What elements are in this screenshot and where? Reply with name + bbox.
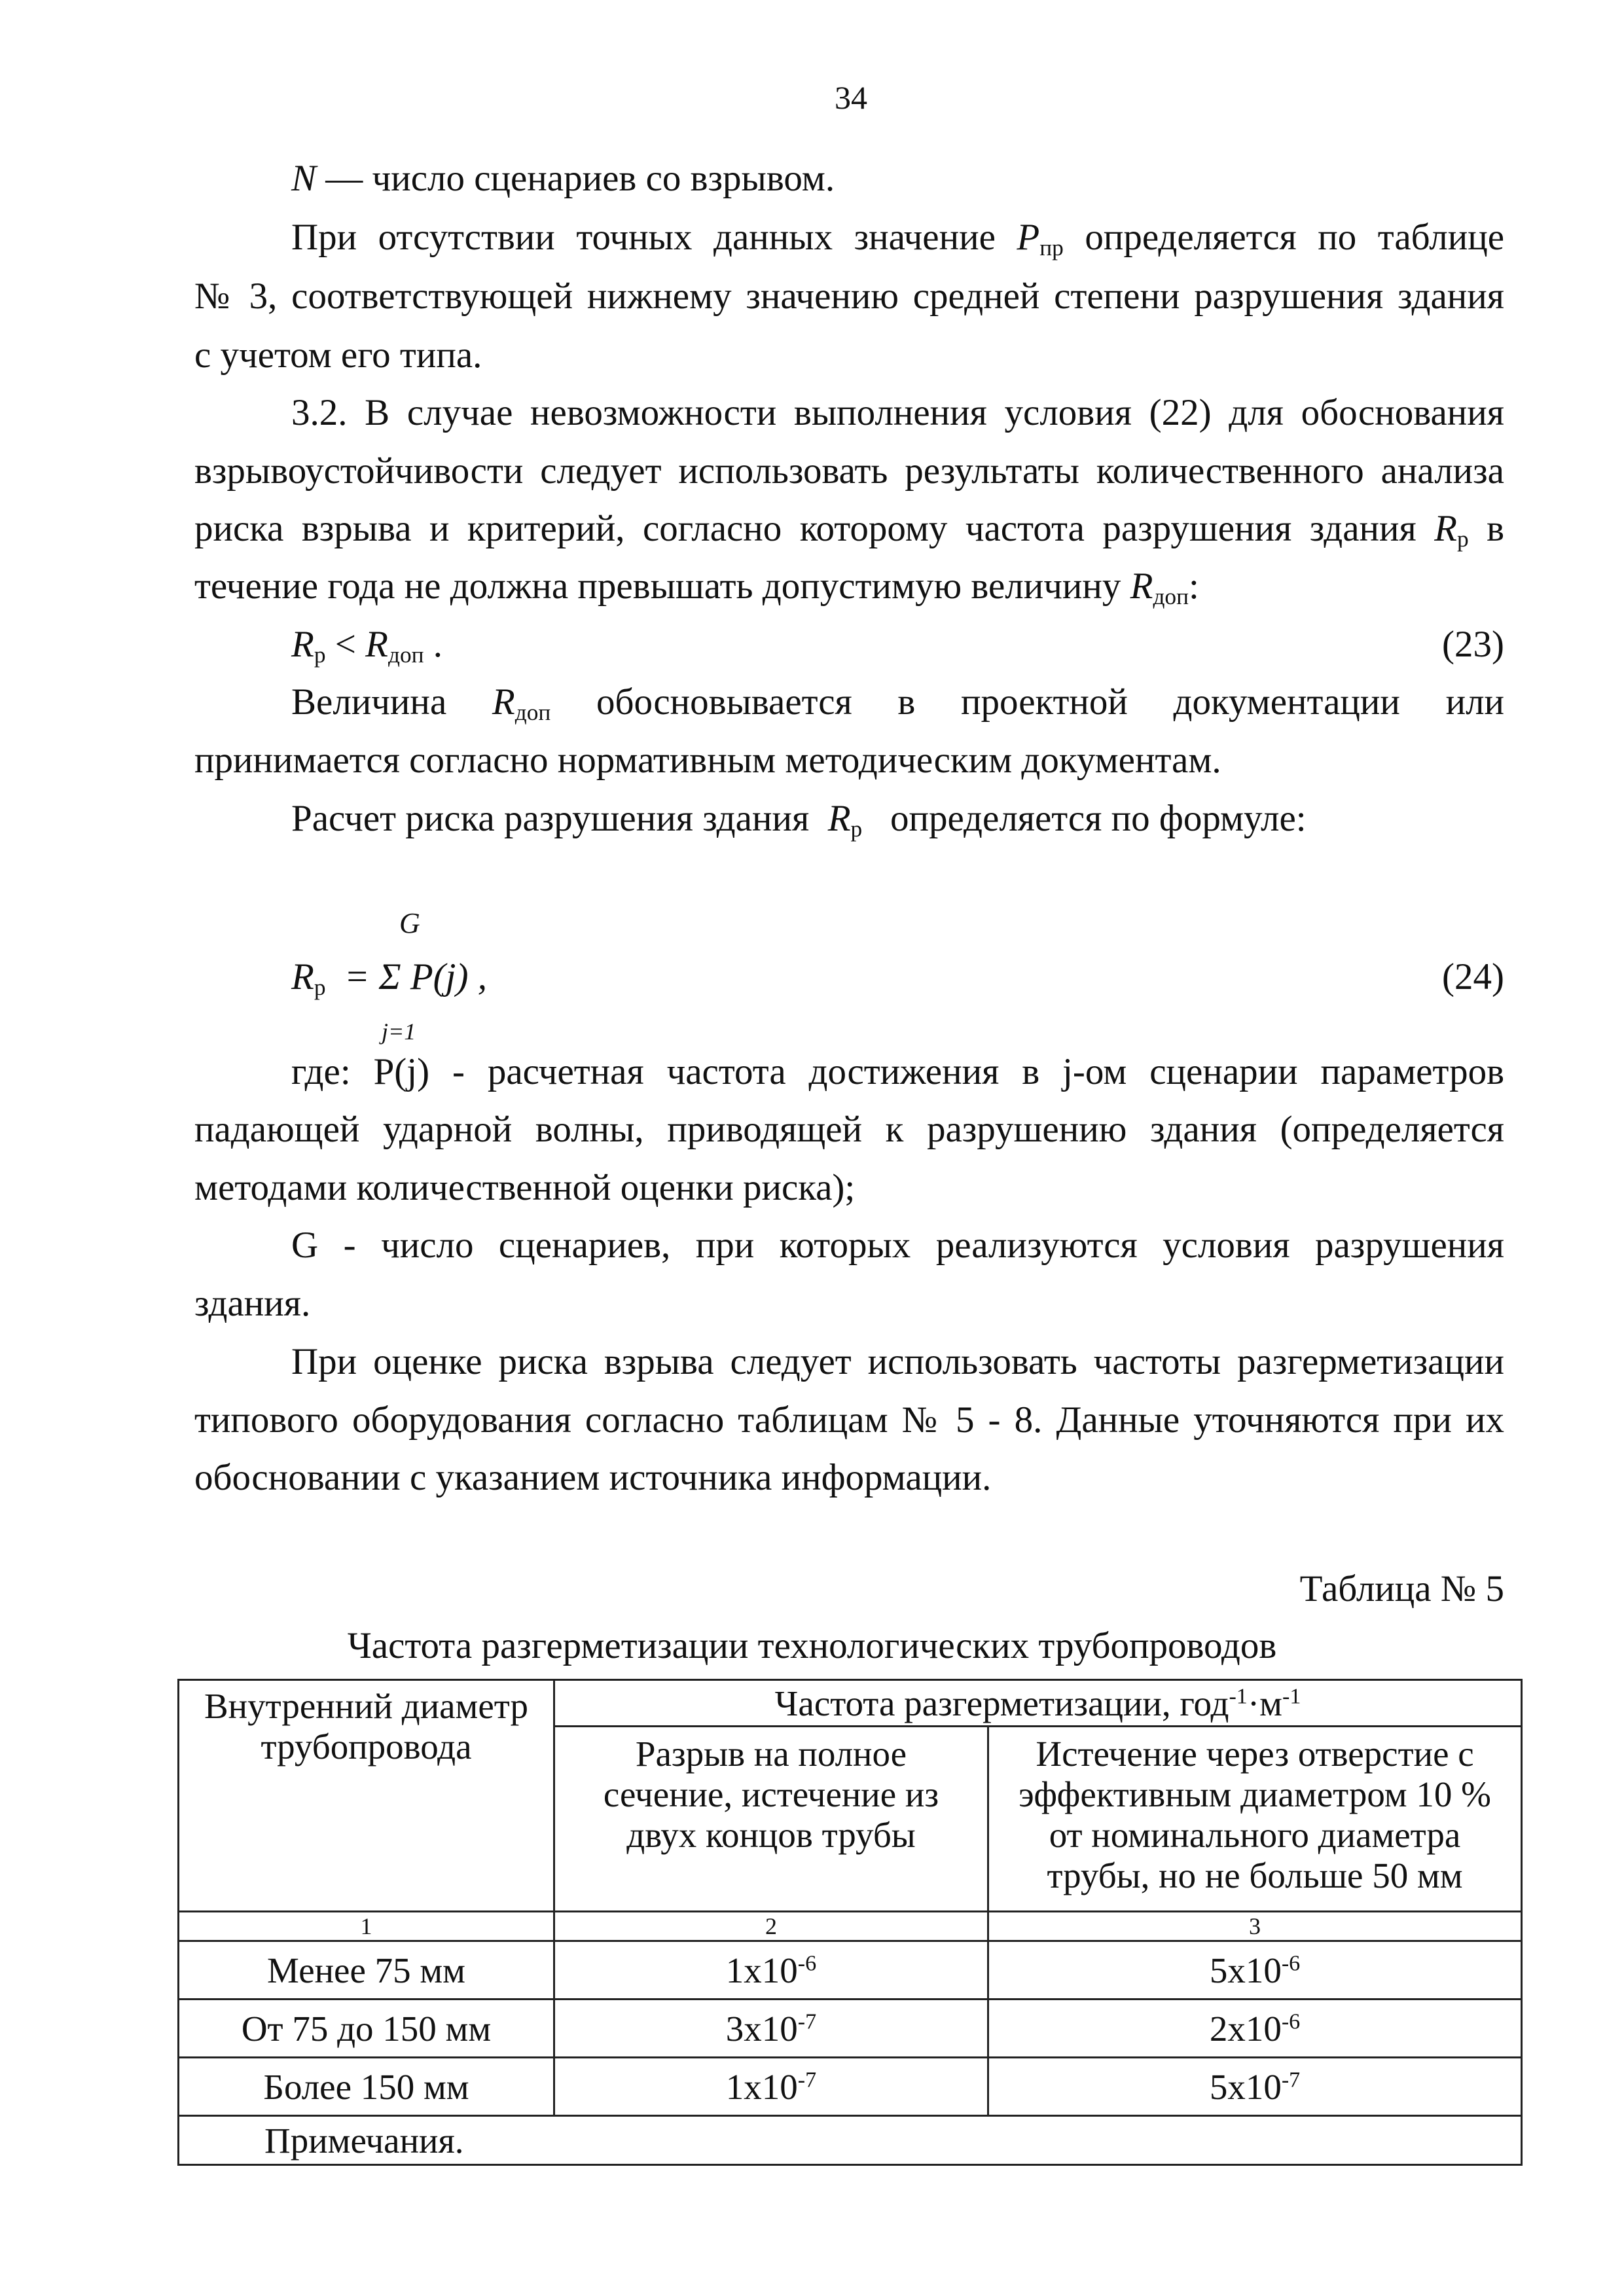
paragraph-7-line-2: здания. xyxy=(194,1283,311,1324)
paragraph-6-line-2: падающей ударной волны, приводящей к разрушению здания (определяется xyxy=(194,1109,1504,1150)
paragraph-4-line-2: принимается согласно нормативным методическим документам. xyxy=(194,740,1221,781)
formula-23-number: (23) xyxy=(1442,624,1504,665)
formula-23: $R_р < R_{доп}$ . xyxy=(291,624,443,668)
symbol-p-pr: $P_{пр}$ xyxy=(1017,217,1064,260)
page-number: 34 xyxy=(835,79,867,116)
formula-24: $R_р = \Sigma$ P(j) , xyxy=(291,956,487,1000)
rupture-cell: $1x10^{-6}$ xyxy=(554,1941,988,2000)
diameter-cell: От 75 до 150 мм xyxy=(179,2000,554,2058)
paragraph-7-line-1: G - число сценариев, при которых реализуются условия разрушения xyxy=(291,1225,1504,1266)
leak-frequency-table xyxy=(177,1679,1523,2166)
paragraph-8-line-3: обосновании с указанием источника информации. xyxy=(194,1457,992,1498)
paragraph-2-line-2: № 3, соответствующей нижнему значению средней степени разрушения здания xyxy=(194,276,1504,317)
diameter-cell: Более 150 мм xyxy=(179,2058,554,2116)
col3-header: Истечение через отверстие с эффективным диаметром 10 % от номинального диаметра трубы, но не больше 50 мм xyxy=(988,1727,1522,1912)
formula-24-lower-limit: j=1 xyxy=(382,1018,416,1045)
text: определяется по таблице xyxy=(1085,217,1505,258)
leak-cell: $5x10^{-6}$ xyxy=(988,1941,1522,2000)
paragraph-3-line-1: 3.2. В случае невозможности выполнения условия (22) для обоснования xyxy=(291,392,1504,433)
text: риска взрыва и критерий, согласно которому частота разрушения здания xyxy=(194,508,1416,549)
paragraph-5: Расчет риска разрушения здания $R_р$ определяется по формуле: xyxy=(291,798,1307,842)
paragraph-2-line-3: с учетом его типа. xyxy=(194,334,482,376)
leak-cell: $2x10^{-6}$ xyxy=(988,2000,1522,2058)
paragraph-3-line-2: взрывоустойчивости следует использовать результаты количественного анализа xyxy=(194,450,1504,492)
paragraph-6-line-1: где: P(j) - расчетная частота достижения в j-ом сценарии параметров xyxy=(291,1051,1504,1092)
symbol-r-p: $R_р$ xyxy=(1434,508,1469,552)
diameter-cell: Менее 75 мм xyxy=(179,1941,554,2000)
text: в xyxy=(1487,508,1504,549)
formula-24-number: (24) xyxy=(1442,956,1504,997)
paragraph-3-line-4: течение года не должна превышать допустимую величину $R_{доп}$: xyxy=(194,565,1199,609)
paragraph-2-line-1 xyxy=(291,216,1504,259)
paragraph-8-line-1: При оценке риска взрыва следует использовать частоты разгерметизации xyxy=(291,1341,1504,1382)
rupture-cell: $3x10^{-7}$ xyxy=(554,2000,988,2058)
col-number: 1 xyxy=(179,1912,554,1941)
text: При отсутствии точных данных значение xyxy=(291,217,996,258)
paragraph-n-definition xyxy=(291,157,835,200)
group-header: Частота разгерметизации, $год^{-1}\cdot м^{-1}$ xyxy=(554,1680,1522,1727)
paragraph-4-line-1: Величина $R_{доп}$ обосновывается в проектной документации или xyxy=(291,681,1505,725)
col2-header: Разрыв на полное сечение, истечение из двух концов трубы xyxy=(554,1727,988,1912)
symbol-n: N xyxy=(291,158,317,199)
col1-header: Внутренний диаметр трубопровода xyxy=(179,1680,554,1912)
paragraph-8-line-2: типового оборудования согласно таблицам № 5 - 8. Данные уточняются при их xyxy=(194,1399,1504,1441)
col-number: 3 xyxy=(988,1912,1522,1941)
col-number: 2 xyxy=(554,1912,988,1941)
leak-cell: $5x10^{-7}$ xyxy=(988,2058,1522,2116)
table-row xyxy=(179,2000,1522,2058)
formula-24-upper-limit: G xyxy=(399,907,420,939)
rupture-cell: $1x10^{-7}$ xyxy=(554,2058,988,2116)
table-notes: Примечания. xyxy=(179,2116,1522,2165)
table-label: Таблица № 5 xyxy=(1299,1568,1504,1609)
paragraph-3-line-3 xyxy=(194,507,1504,550)
n-definition-text: — число сценариев со взрывом. xyxy=(316,158,835,199)
table-row xyxy=(179,2058,1522,2116)
paragraph-6-line-3: методами количественной оценки риска); xyxy=(194,1167,856,1208)
symbol-r-dop: $R_{доп}$ xyxy=(492,681,551,725)
table-row xyxy=(179,1941,1522,2000)
table-title: Частота разгерметизации технологических трубопроводов xyxy=(347,1625,1277,1666)
